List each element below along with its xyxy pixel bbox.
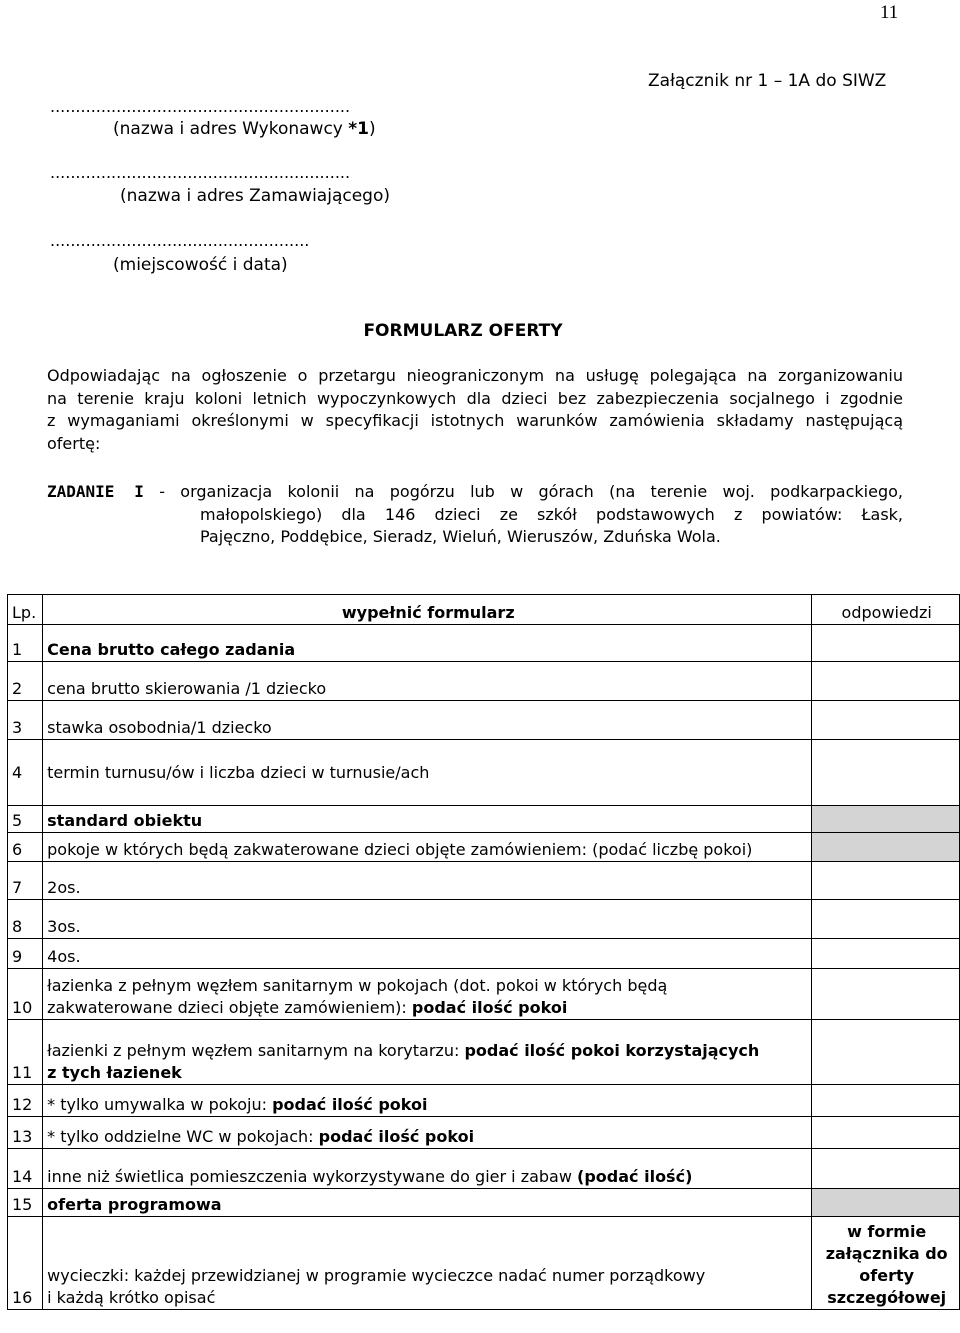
- table-row: [8, 806, 960, 833]
- intro-line: na terenie kraju koloni letnich wypoczynkowych dla dzieci bez zabezpieczenia socjalnego i zgodnie: [47, 388, 903, 408]
- table-row: [8, 833, 960, 862]
- orderer-label: (nazwa i adres Zamawiającego): [120, 186, 390, 206]
- answer-cell[interactable]: [812, 969, 960, 1020]
- row-text: 4os.: [43, 939, 812, 969]
- header-answer: odpowiedzi: [812, 595, 960, 625]
- row-number: 14: [8, 1149, 43, 1189]
- answer-cell[interactable]: [812, 701, 960, 740]
- row-number: 13: [8, 1117, 43, 1149]
- row-text: Cena brutto całego zadania: [43, 625, 812, 662]
- table-row: [8, 625, 960, 662]
- row-number: 6: [8, 833, 43, 862]
- row-number: 5: [8, 806, 43, 833]
- row-number: 7: [8, 862, 43, 900]
- table-row: [8, 740, 960, 806]
- intro-line: Odpowiadając na ogłoszenie o przetargu nieograniczonym na usługę polegająca na zorganizowaniu: [47, 366, 903, 385]
- annex-label: Załącznik nr 1 – 1A do SIWZ: [648, 71, 887, 91]
- answer-cell[interactable]: [812, 740, 960, 806]
- contractor-dots: ...........................................................: [50, 97, 351, 116]
- answer-cell-disabled: [812, 833, 960, 862]
- answer-cell[interactable]: [812, 1117, 960, 1149]
- row-text: pokoje w których będą zakwaterowane dzieci objęte zamówieniem: (podać liczbę pokoi): [43, 833, 812, 862]
- row-text: * tylko oddzielne WC w pokojach: podać ilość pokoi: [43, 1117, 812, 1149]
- answer-cell[interactable]: [812, 625, 960, 662]
- task-label: ZADANIE I: [47, 482, 144, 501]
- answer-attachment-note: w formie załącznika do oferty szczegółowej: [812, 1217, 960, 1310]
- row-number: 8: [8, 900, 43, 939]
- answer-cell[interactable]: [812, 939, 960, 969]
- intro-line: z wymaganiami określonymi w specyfikacji istotnych warunków zamówienia składamy następującą: [47, 411, 903, 430]
- row-text: cena brutto skierowania /1 dziecko: [43, 662, 812, 701]
- answer-cell[interactable]: [812, 1149, 960, 1189]
- row-number: 4: [8, 740, 43, 806]
- row-text: 2os.: [43, 862, 812, 900]
- row-text: łazienka z pełnym węzłem sanitarnym w pokojach (dot. pokoi w których będą zakwaterowane dzieci objęte zamówieniem): podać ilość pokoi: [43, 969, 812, 1020]
- task-line: małopolskiego) dla 146 dzieci ze szkół podstawowych z powiatów: Łask,: [200, 504, 903, 524]
- offer-form-table: [7, 594, 960, 1310]
- place-date-label: (miejscowość i data): [113, 255, 288, 275]
- table-header-row: [8, 595, 960, 625]
- row-text: łazienki z pełnym węzłem sanitarnym na korytarzu: podać ilość pokoi korzystających z tych łazienek: [43, 1020, 812, 1085]
- row-number: 1: [8, 625, 43, 662]
- contractor-label: (nazwa i adres Wykonawcy *1): [113, 119, 376, 139]
- row-number: 16: [8, 1217, 43, 1310]
- task-line: Pajęczno, Poddębice, Sieradz, Wieluń, Wieruszów, Zduńska Wola.: [200, 527, 721, 546]
- answer-cell-disabled: [812, 806, 960, 833]
- table-row: [8, 1117, 960, 1149]
- row-text: termin turnusu/ów i liczba dzieci w turnusie/ach: [43, 740, 812, 806]
- row-text: inne niż świetlica pomieszczenia wykorzystywane do gier i zabaw (podać ilość): [43, 1149, 812, 1189]
- table-row: [8, 1020, 960, 1085]
- table-row: [8, 1217, 960, 1310]
- table-row: [8, 900, 960, 939]
- row-number: 2: [8, 662, 43, 701]
- orderer-dots: ...........................................................: [50, 163, 351, 182]
- answer-cell[interactable]: [812, 1020, 960, 1085]
- intro-line: ofertę:: [47, 433, 101, 453]
- header-lp: Lp.: [8, 595, 43, 625]
- row-number: 12: [8, 1085, 43, 1117]
- form-title: FORMULARZ OFERTY: [363, 321, 563, 341]
- answer-cell-disabled: [812, 1189, 960, 1217]
- row-number: 9: [8, 939, 43, 969]
- row-number: 15: [8, 1189, 43, 1217]
- table-row: [8, 1189, 960, 1217]
- table-row: [8, 862, 960, 900]
- task-line: ZADANIE I - organizacja kolonii na pogórzu lub w górach (na terenie woj. podkarpackiego,: [47, 482, 903, 501]
- row-number: 10: [8, 969, 43, 1020]
- table-row: [8, 939, 960, 969]
- row-text: oferta programowa: [43, 1189, 812, 1217]
- answer-cell[interactable]: [812, 900, 960, 939]
- place-date-dots: ...................................................: [50, 231, 310, 250]
- row-text: stawka osobodnia/1 dziecko: [43, 701, 812, 740]
- row-number: 11: [8, 1020, 43, 1085]
- answer-cell[interactable]: [812, 662, 960, 701]
- row-text: * tylko umywalka w pokoju: podać ilość pokoi: [43, 1085, 812, 1117]
- answer-cell[interactable]: [812, 862, 960, 900]
- row-text: standard obiektu: [43, 806, 812, 833]
- header-fill: wypełnić formularz: [43, 595, 812, 625]
- table-row: [8, 1085, 960, 1117]
- intro-paragraph: [47, 365, 903, 455]
- table-row: [8, 969, 960, 1020]
- table-row: [8, 1149, 960, 1189]
- table-row: [8, 701, 960, 740]
- answer-cell[interactable]: [812, 1085, 960, 1117]
- row-text: wycieczki: każdej przewidzianej w programie wycieczce nadać numer porządkowy i każdą krótko opisać: [43, 1217, 812, 1310]
- table-row: [8, 662, 960, 701]
- row-text: 3os.: [43, 900, 812, 939]
- row-number: 3: [8, 701, 43, 740]
- page-number: 11: [880, 2, 899, 23]
- task-description: [47, 481, 903, 549]
